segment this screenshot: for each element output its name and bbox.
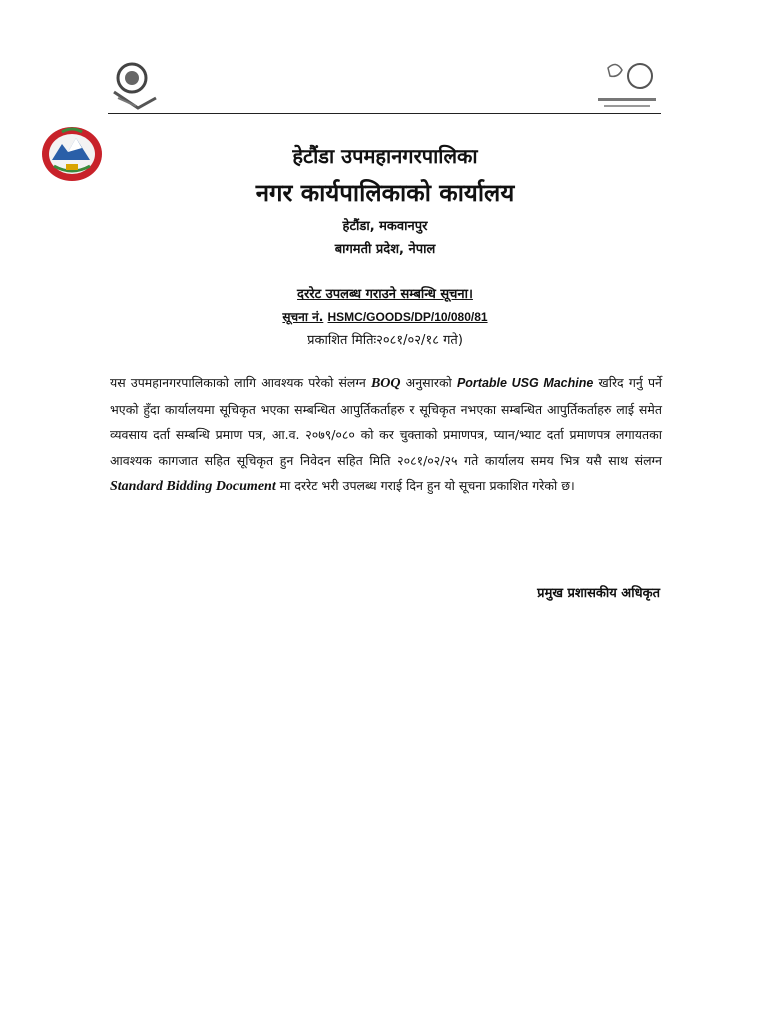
body-part-4: मा दररेट भरी उपलब्ध गराई दिन हुन यो सूचना प्रकाशित गरेको छ।	[275, 478, 575, 493]
notice-body	[110, 370, 662, 500]
boq-term: BOQ	[370, 376, 401, 391]
office-title: नगर कार्यपालिकाको कार्यालय	[255, 179, 515, 207]
campaign-logo	[588, 58, 666, 114]
body-part-1: यस उपमहानगरपालिकाको लागि आवश्यक परेको संलग्न	[110, 375, 371, 390]
published-date: प्रकाशित मितिः२०८१/०२/१८ गते)	[307, 333, 463, 348]
notice-number-code: HSMC/GOODS/DP/10/080/81	[327, 310, 488, 324]
item-name: Portable USG Machine	[456, 376, 594, 390]
notice-subject-text: दररेट उपलब्ध गराउने सम्बन्धि सूचना।	[297, 287, 473, 302]
body-part-2: अनुसारको	[400, 375, 457, 390]
municipality-seal-logo	[108, 58, 162, 110]
office-name: हेटौंडा उपमहानगरपालिका	[292, 144, 478, 168]
address-line-1: हेटौंडा, मकवानपुर	[342, 219, 428, 234]
notice-number-label: सूचना नं.	[282, 310, 324, 324]
body-part-3: खरिद गर्नु पर्ने भएको हुँदा कार्यालयमा सूचिकृत भएका सम्बन्धित आपुर्तिकर्ताहरु र सूचिकृत नभएका सम्बन्धित आपुर्तिकर्ताहरु लाई समेत व्यवसाय दर्ता सम्बन्धि प्रमाण पत्र, आ.व. २०७९/०८० को कर चुक्ताको प्रमाणपत्र, प्यान/भ्याट दर्ता प्रमाणपत्र लगायतका आवश्यक कागजात सहित सूचिकृत हुन निवेदन सहित मिति २०८१/०२/२५ गते कार्यालय समय भित्र यसै साथ संलग्न	[110, 375, 662, 468]
header-divider	[108, 113, 661, 114]
notice-subject	[0, 284, 770, 302]
bidding-document-term: Standard Bidding Document	[110, 479, 276, 494]
notice-number	[0, 308, 770, 325]
address-line-2: बागमती प्रदेश, नेपाल	[334, 242, 436, 257]
signatory-title: प्रमुख प्रशासकीय अधिकृत	[537, 586, 660, 601]
